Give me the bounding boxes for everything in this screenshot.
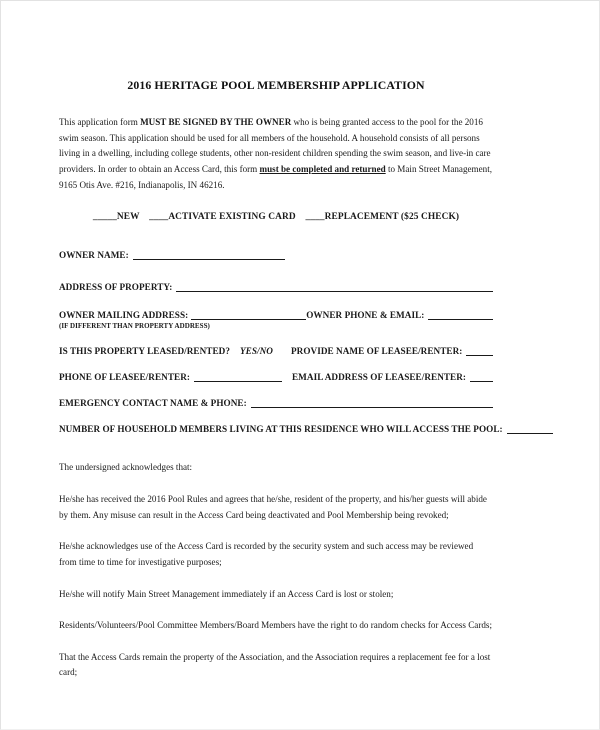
acknowledgement-item: He/she acknowledges use of the Access Card is recorded by the security system and such access may be reviewed from time to time for investigative purposes; (59, 541, 474, 567)
page-title: 2016 HERITAGE POOL MEMBERSHIP APPLICATION (127, 78, 425, 92)
leasee-email-input[interactable] (470, 373, 493, 382)
intro-text-part1: This application form (59, 117, 141, 128)
intro-bold-phrase: MUST BE SIGNED BY THE OWNER (140, 117, 292, 128)
field-row-leasee-phone-email (59, 372, 493, 382)
acknowledgements-heading: The undersigned acknowledges that: (59, 462, 193, 473)
spacer (59, 408, 493, 424)
intro-text-part2: who is being granted access to the pool for the 2016 swim season. This application should be used for all members of the household. A household consists of all persons living in a dwelling, including college students, other non-resident children spending the swim season, and live-in care providers. In order to obtain an Access Card, this form (59, 117, 491, 175)
acknowledgement-item: He/she will notify Main Street Management immediately if an Access Card is lost or stolen; (59, 588, 394, 599)
spacer (59, 260, 493, 282)
owner-mailing-address-label: OWNER MAILING ADDRESS: (59, 310, 189, 321)
field-row-owner-name (59, 250, 493, 260)
field-row-household-members (59, 424, 503, 435)
emergency-contact-input[interactable] (251, 399, 493, 408)
address-of-property-label: ADDRESS OF PROPERTY: (59, 282, 173, 293)
field-row-property-leased (59, 346, 493, 356)
is-leased-question-label: IS THIS PROPERTY LEASED/RENTED? (59, 346, 230, 357)
document-content (59, 1, 503, 681)
emergency-contact-label: EMERGENCY CONTACT NAME & PHONE: (59, 398, 247, 409)
phone-of-leasee-label: PHONE OF LEASEE/RENTER: (59, 372, 190, 383)
owner-phone-email-label: OWNER PHONE & EMAIL: (306, 310, 425, 321)
field-row-emergency-contact (59, 398, 493, 408)
field-row-owner-mailing-address (59, 310, 493, 320)
spacer (59, 356, 493, 372)
address-of-property-input[interactable] (176, 283, 493, 292)
application-type-options[interactable]: _____NEW ____ACTIVATE EXISTING CARD ____REPLACEMENT ($25 CHECK) (92, 212, 460, 223)
field-row-address-of-property (59, 282, 493, 292)
form-fields (59, 222, 503, 435)
acknowledgement-item: That the Access Cards remain the property of the Association, and the Association requires a replacement fee for a lost card; (59, 651, 491, 678)
intro-paragraph (59, 92, 493, 193)
leasee-name-input[interactable] (466, 347, 493, 356)
provide-name-leasee-label: PROVIDE NAME OF LEASEE/RENTER: (290, 346, 463, 357)
spacer (59, 382, 493, 398)
household-members-label: NUMBER OF HOUSEHOLD MEMBERS LIVING AT THIS RESIDENCE WHO WILL ACCESS THE POOL: (59, 424, 503, 435)
owner-name-label: OWNER NAME: (59, 250, 129, 261)
owner-mailing-address-input[interactable] (191, 311, 306, 320)
leasee-phone-input[interactable] (194, 373, 282, 382)
intro-underlined-phrase: must be completed and returned (259, 164, 386, 175)
household-members-input[interactable] (507, 425, 553, 434)
acknowledgements-section (59, 434, 493, 681)
acknowledgement-item: Residents/Volunteers/Pool Committee Members/Board Members have the right to do random checks for Access Cards; (59, 620, 492, 631)
spacer (59, 330, 493, 346)
email-of-leasee-label: EMAIL ADDRESS OF LEASEE/RENTER: (292, 372, 467, 383)
owner-phone-email-input[interactable] (428, 311, 493, 320)
acknowledgement-item: He/she has received the 2016 Pool Rules and agrees that he/she, resident of the property, and his/her guests will abide by them. Any misuse can result in the Access Card being deactivated and Pool Membership being revoked; (59, 494, 487, 520)
owner-mailing-address-note: (IF DIFFERENT THAN PROPERTY ADDRESS) (59, 322, 210, 331)
spacer (59, 292, 493, 310)
intro-text-part3: to Main Street Management, 9165 Otis Ave. #216, Indianapolis, IN 46216. (59, 164, 492, 190)
owner-name-input[interactable] (133, 251, 285, 260)
yes-no-toggle[interactable]: YES/NO (239, 346, 273, 357)
